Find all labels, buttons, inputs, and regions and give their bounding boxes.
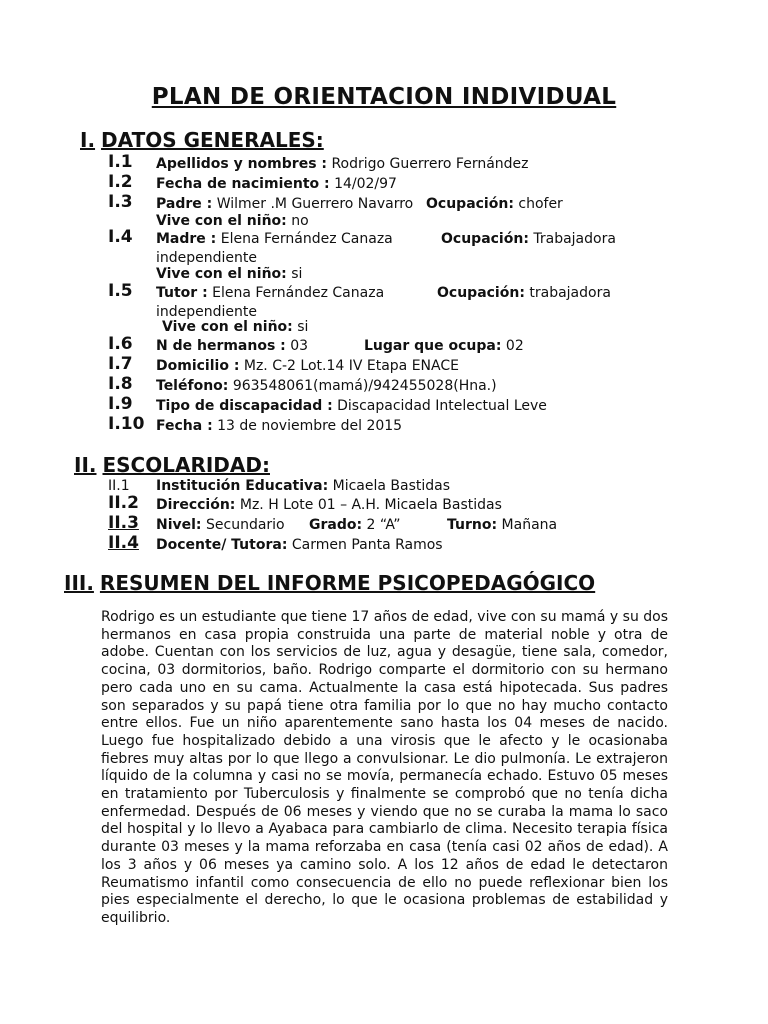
- vive-value: si: [297, 319, 309, 335]
- vive-label: Vive con el niño:: [156, 266, 287, 282]
- section-escolaridad-heading: [74, 453, 270, 477]
- field-label: Nivel:: [156, 517, 202, 533]
- item-number: II.3: [108, 513, 139, 533]
- item-number: I.10: [108, 414, 145, 434]
- section-resumen-heading: [64, 571, 595, 595]
- field-value: Mz. C-2 Lot.14 IV Etapa ENACE: [243, 358, 459, 374]
- occupation-continuation: independiente: [156, 250, 258, 266]
- item-number: I.9: [108, 394, 133, 414]
- item-number: I.4: [108, 227, 133, 247]
- field-value: Elena Fernández Canaza: [220, 231, 393, 247]
- section-number: II.: [74, 453, 97, 477]
- field-label: Fecha de nacimiento :: [156, 176, 330, 192]
- item-number: I.5: [108, 281, 133, 301]
- field-value: Micaela Bastidas: [332, 478, 451, 494]
- section-title: ESCOLARIDAD:: [102, 453, 270, 477]
- occupation-label: Ocupación:: [441, 231, 529, 247]
- position-value: 02: [505, 338, 524, 354]
- field-value: 03: [290, 338, 309, 354]
- resumen-paragraph: Rodrigo es un estudiante que tiene 17 años de edad, vive con su mamá y su dos hermanos en casa propia construida una parte de material noble y otra de adobe. Cuentan con los servicios de luz, agua y desagüe, tiene sala, comedor, cocina, 03 dormitorios, baño. Rodrigo comparte el dormitorio con su hermano pero cada uno en su cama. Actualmente la casa está hipotecada. Sus padres son separados y su papá tiene otra familia por lo que no hay mucho contacto entre ellos. Fue un niño aparentemente sano hasta los 04 meses de nacido. Luego fue hospitalizado debido a una virosis que le afecto y le ocasionaba fiebres muy altas por lo que llego a convulsionar. Le dio pulmonía. Le extrajeron líquido de la columna y casi no se movía, permanecía echado. Estuvo 05 meses en tratamiento por Tuberculosis y finalmente se comprobó que no tenía dicha enfermedad. Después de 06 meses y viendo que no se curaba la mama lo saco del hospital y lo llevo a Ayabaca para cambiarlo de clima. Necesito terapia física durante 03 meses y la mama reforzaba en casa (tenía casi 02 años de edad). A los 3 años y 06 meses ya camino solo. A los 12 años de edad le detectaron Reumatismo infantil como consecuencia de ello no puede reflexionar bien los pies especialmente el derecho, lo que le ocasiona problemas de estabilidad y equilibrio.: [101, 609, 669, 926]
- item-number: II.4: [108, 533, 139, 553]
- occupation-value: Trabajadora: [533, 231, 616, 247]
- vive-value: si: [291, 266, 303, 282]
- item-number: I.2: [108, 172, 133, 192]
- field-label: Padre :: [156, 196, 213, 212]
- vive-label: Vive con el niño:: [156, 213, 287, 229]
- field-label: Tipo de discapacidad :: [156, 398, 333, 414]
- section-title: RESUMEN DEL INFORME PSICOPEDAGÓGICO: [99, 571, 596, 595]
- document-title: PLAN DE ORIENTACION INDIVIDUAL: [151, 84, 617, 110]
- field-value: Mz. H Lote 01 – A.H. Micaela Bastidas: [239, 497, 502, 513]
- field-label: Apellidos y nombres :: [156, 156, 327, 172]
- occupation-label: Ocupación:: [426, 196, 514, 212]
- field-label: N de hermanos :: [156, 338, 286, 354]
- field-label: Dirección:: [156, 497, 236, 513]
- field-value: 963548061(mamá)/942455028(Hna.): [232, 378, 497, 394]
- field-value: 14/02/97: [334, 176, 397, 192]
- field-value: 13 de noviembre del 2015: [217, 418, 403, 434]
- item-number: I.1: [108, 152, 133, 172]
- field-label: Tutor :: [156, 285, 208, 301]
- occupation-value: trabajadora: [529, 285, 611, 301]
- section-number: III.: [64, 571, 94, 595]
- field-label: Docente/ Tutora:: [156, 537, 288, 553]
- vive-label: Vive con el niño:: [162, 319, 293, 335]
- grado-value: 2 “A”: [366, 517, 401, 533]
- item-number: I.7: [108, 354, 133, 374]
- field-label: Domicilio :: [156, 358, 240, 374]
- field-value: Wilmer .M Guerrero Navarro: [216, 196, 414, 212]
- field-label: Institución Educativa:: [156, 478, 329, 494]
- item-number: II.1: [108, 478, 130, 494]
- grado-label: Grado:: [309, 517, 363, 533]
- turno-label: Turno:: [447, 517, 498, 533]
- field-value: Elena Fernández Canaza: [212, 285, 385, 301]
- field-value: Discapacidad Intelectual Leve: [337, 398, 547, 414]
- position-label: Lugar que ocupa:: [364, 338, 502, 354]
- turno-value: Mañana: [501, 517, 558, 533]
- field-value: Secundario: [206, 517, 285, 533]
- item-number: I.6: [108, 334, 133, 354]
- occupation-continuation: independiente: [156, 304, 258, 320]
- occupation-label: Ocupación:: [437, 285, 525, 301]
- occupation-value: chofer: [518, 196, 563, 212]
- section-number: I.: [80, 128, 96, 152]
- field-value: Carmen Panta Ramos: [291, 537, 443, 553]
- item-number: I.8: [108, 374, 133, 394]
- field-value: Rodrigo Guerrero Fernández: [331, 156, 529, 172]
- section-datos-generales-heading: [80, 128, 324, 152]
- vive-value: no: [291, 213, 309, 229]
- field-label: Fecha :: [156, 418, 213, 434]
- field-label: Madre :: [156, 231, 217, 247]
- item-number: I.3: [108, 192, 133, 212]
- section-title: DATOS GENERALES:: [101, 128, 324, 152]
- field-label: Teléfono:: [156, 378, 229, 394]
- item-number: II.2: [108, 493, 139, 513]
